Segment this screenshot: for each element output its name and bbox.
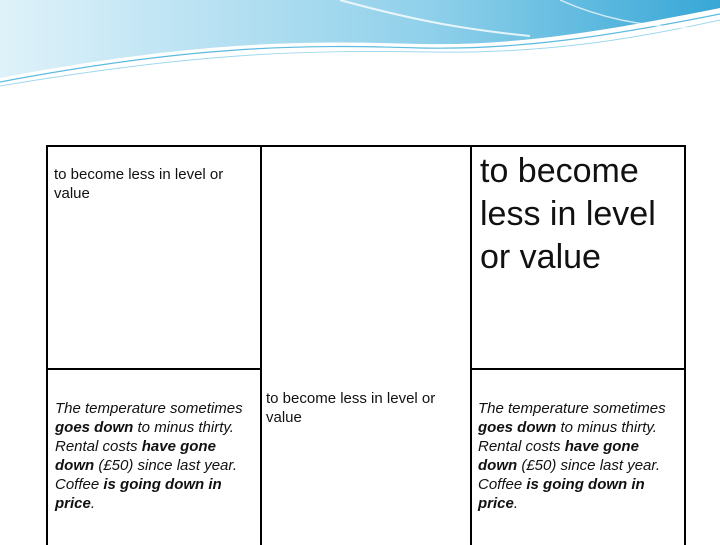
definition-cell: to become less in level or value xyxy=(54,166,224,202)
example-sentence: Coffee is going down in price. xyxy=(55,476,222,512)
example-sentence: Rental costs have gone down (£50) since last year. xyxy=(478,438,660,474)
definition-cell-overlay: to become less in level or value xyxy=(266,390,436,426)
table-divider-1 xyxy=(260,145,262,545)
table-divider-2 xyxy=(470,145,472,545)
example-sentences-cell xyxy=(55,399,259,513)
table-top-border xyxy=(46,145,686,147)
example-sentences-cell-right xyxy=(478,399,682,513)
example-sentence: Coffee is going down in price. xyxy=(478,476,645,512)
header-wave-decoration xyxy=(0,0,720,90)
wave-fill xyxy=(0,0,720,78)
example-sentence: Rental costs have gone down (£50) since last year. xyxy=(55,438,237,474)
table-row-divider-right xyxy=(470,368,686,370)
table-right-border xyxy=(684,145,686,545)
table-row-divider-left xyxy=(46,368,260,370)
example-sentence: The temperature sometimes goes down to minus thirty. xyxy=(55,400,243,436)
table-left-border xyxy=(46,145,48,545)
vocabulary-table xyxy=(46,145,686,545)
definition-cell-large: to become less in level or value xyxy=(480,152,656,276)
example-sentence: The temperature sometimes goes down to minus thirty. xyxy=(478,400,666,436)
